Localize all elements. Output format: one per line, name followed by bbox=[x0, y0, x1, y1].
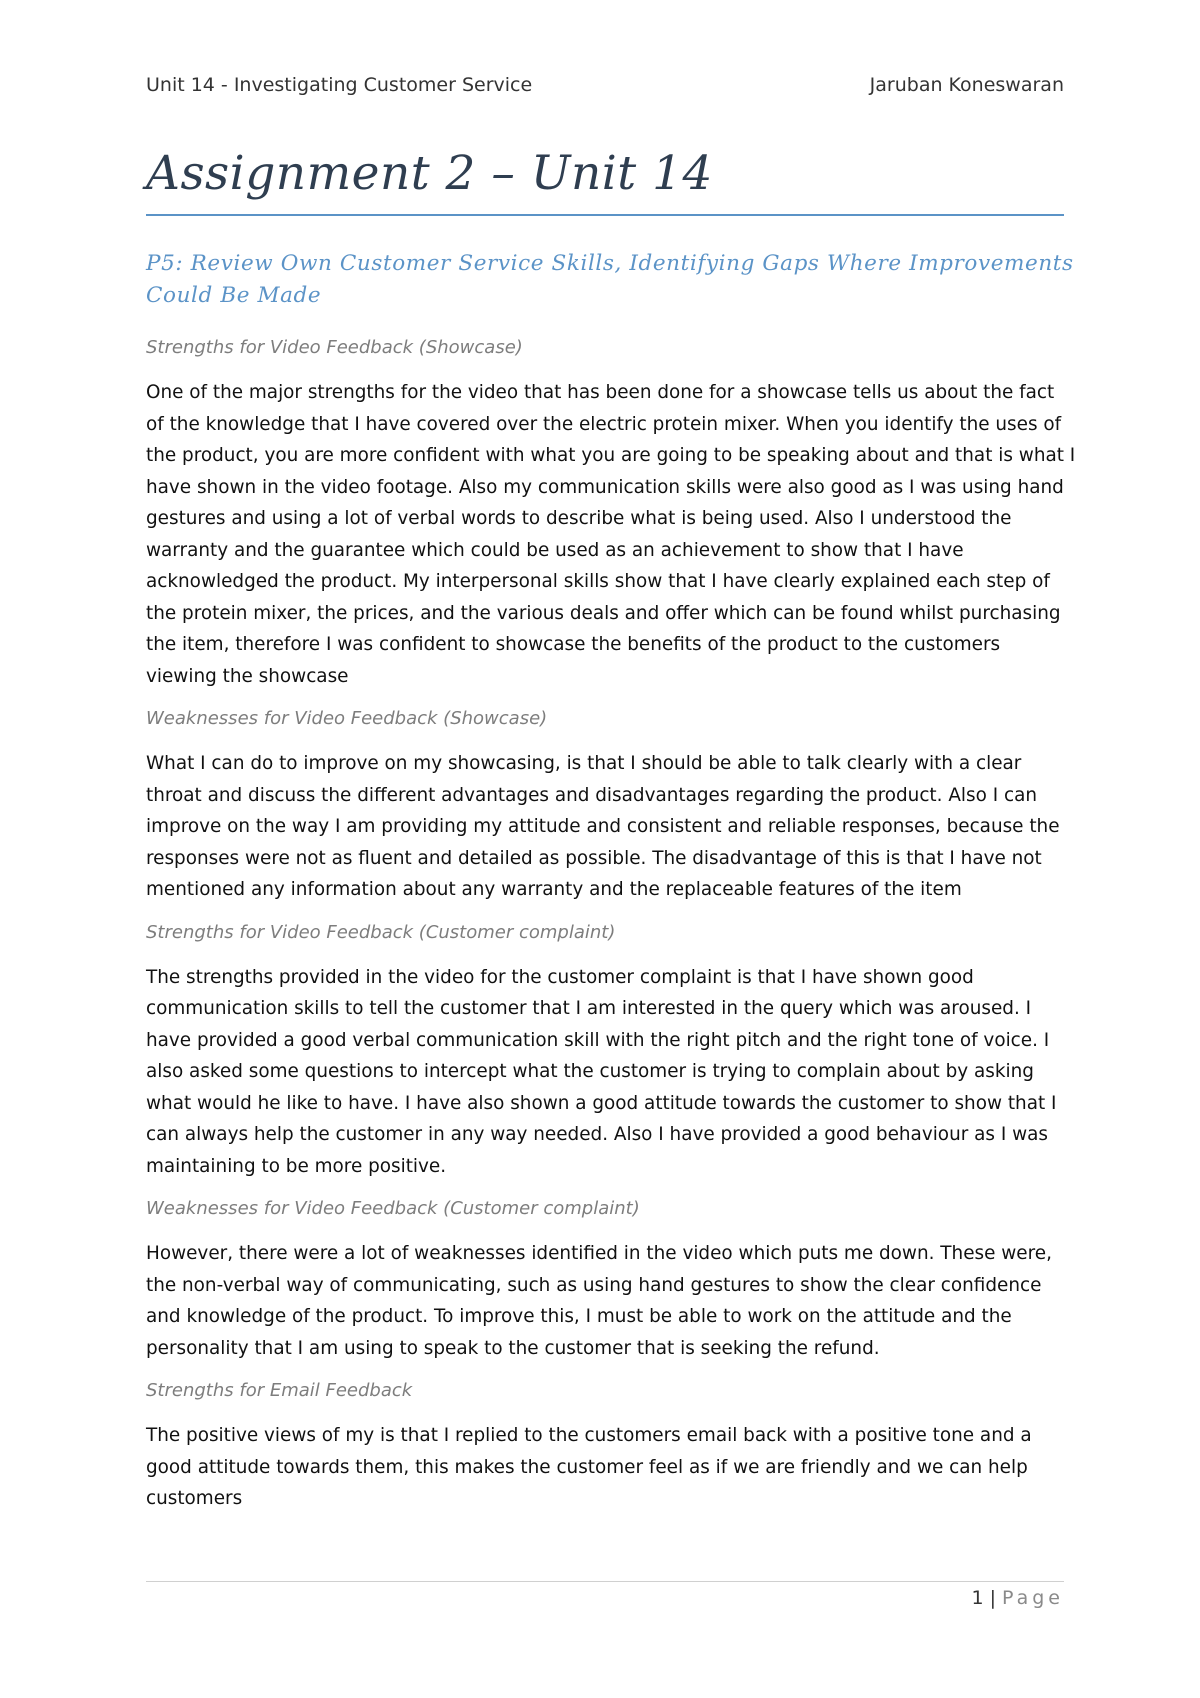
section-paragraph: The strengths provided in the video for the customer complaint is that I have shown good communication skills to tell the customer that I am interested in the query which was aroused. I have provided a good verbal communication skill with the right pitch and the right tone of voice. I also asked some questions to intercept what the customer is trying to complain about by asking what would he like to have. I have also shown a good attitude towards the customer to show that I can always help the customer in any way needed. Also I have provided a good behaviour as I was maintaining to be more positive. bbox=[146, 966, 1057, 1177]
section-strengths-email bbox=[146, 1379, 1076, 1515]
page-number: 1 bbox=[971, 1587, 984, 1609]
page-label: Page bbox=[1002, 1587, 1064, 1609]
footer-divider bbox=[146, 1581, 1064, 1582]
section-paragraph: What I can do to improve on my showcasing, is that I should be able to talk clearly with a clear throat and discuss the different advantages and disadvantages regarding the product. Also I can improve on the way I am providing my attitude and consistent and reliable responses, because the responses were not as fluent and detailed as possible. The disadvantage of this is that I have not mentioned any information about any warranty and the replaceable features of the item bbox=[146, 753, 1060, 900]
page-footer bbox=[972, 1587, 1065, 1609]
section-paragraph: The positive views of my is that I replied to the customers email back with a positive tone and a good attitude towards them, this makes the customer feel as if we are friendly and we can help customers bbox=[146, 1425, 1032, 1509]
title-divider bbox=[146, 214, 1064, 216]
section-heading: Weaknesses for Video Feedback (Showcase) bbox=[146, 708, 548, 729]
section-heading: Weaknesses for Video Feedback (Customer complaint) bbox=[146, 1198, 640, 1219]
page-header bbox=[146, 74, 1064, 96]
section-heading: Strengths for Video Feedback (Customer complaint) bbox=[146, 921, 616, 943]
section-heading: Strengths for Email Feedback bbox=[146, 1380, 413, 1401]
document-subtitle: P5: Review Own Customer Service Skills, Identifying Gaps Where Improvements Could Be Made bbox=[146, 251, 1074, 308]
footer-separator: | bbox=[989, 1587, 996, 1609]
section-strengths-complaint bbox=[146, 921, 1076, 1183]
section-weaknesses-showcase bbox=[146, 707, 1076, 906]
document-title: Assignment 2 – Unit 14 bbox=[146, 146, 713, 201]
section-strengths-showcase bbox=[146, 336, 1076, 692]
section-paragraph: However, there were a lot of weaknesses identified in the video which puts me down. These were, the non-verbal way of communicating, such as using hand gestures to show the clear confidence and knowledge of the product. To improve this, I must be able to work on the attitude and the personality that I am using to speak to the customer that is seeking the refund. bbox=[146, 1243, 1052, 1359]
document-body bbox=[146, 336, 1076, 1530]
section-heading: Strengths for Video Feedback (Showcase) bbox=[146, 337, 523, 358]
header-right: Jaruban Koneswaran bbox=[869, 74, 1064, 96]
section-paragraph: One of the major strengths for the video that has been done for a showcase tells us about the fact of the knowledge that I have covered over the electric protein mixer. When you identify the uses of the product, you are more confident with what you are going to be speaking about and that is what I have shown in the video footage. Also my communication skills were also good as I was using hand gestures and using a lot of verbal words to describe what is being used. Also I understood the warranty and the guarantee which could be used as an achievement to show that I have acknowledged the product. My interpersonal skills show that I have clearly explained each step of the protein mixer, the prices, and the various deals and offer which can be found whilst purchasing the item, therefore I was confident to showcase the benefits of the product to the customers viewing the showcase bbox=[146, 382, 1076, 687]
header-left: Unit 14 - Investigating Customer Service bbox=[146, 74, 533, 96]
section-weaknesses-complaint bbox=[146, 1197, 1076, 1364]
